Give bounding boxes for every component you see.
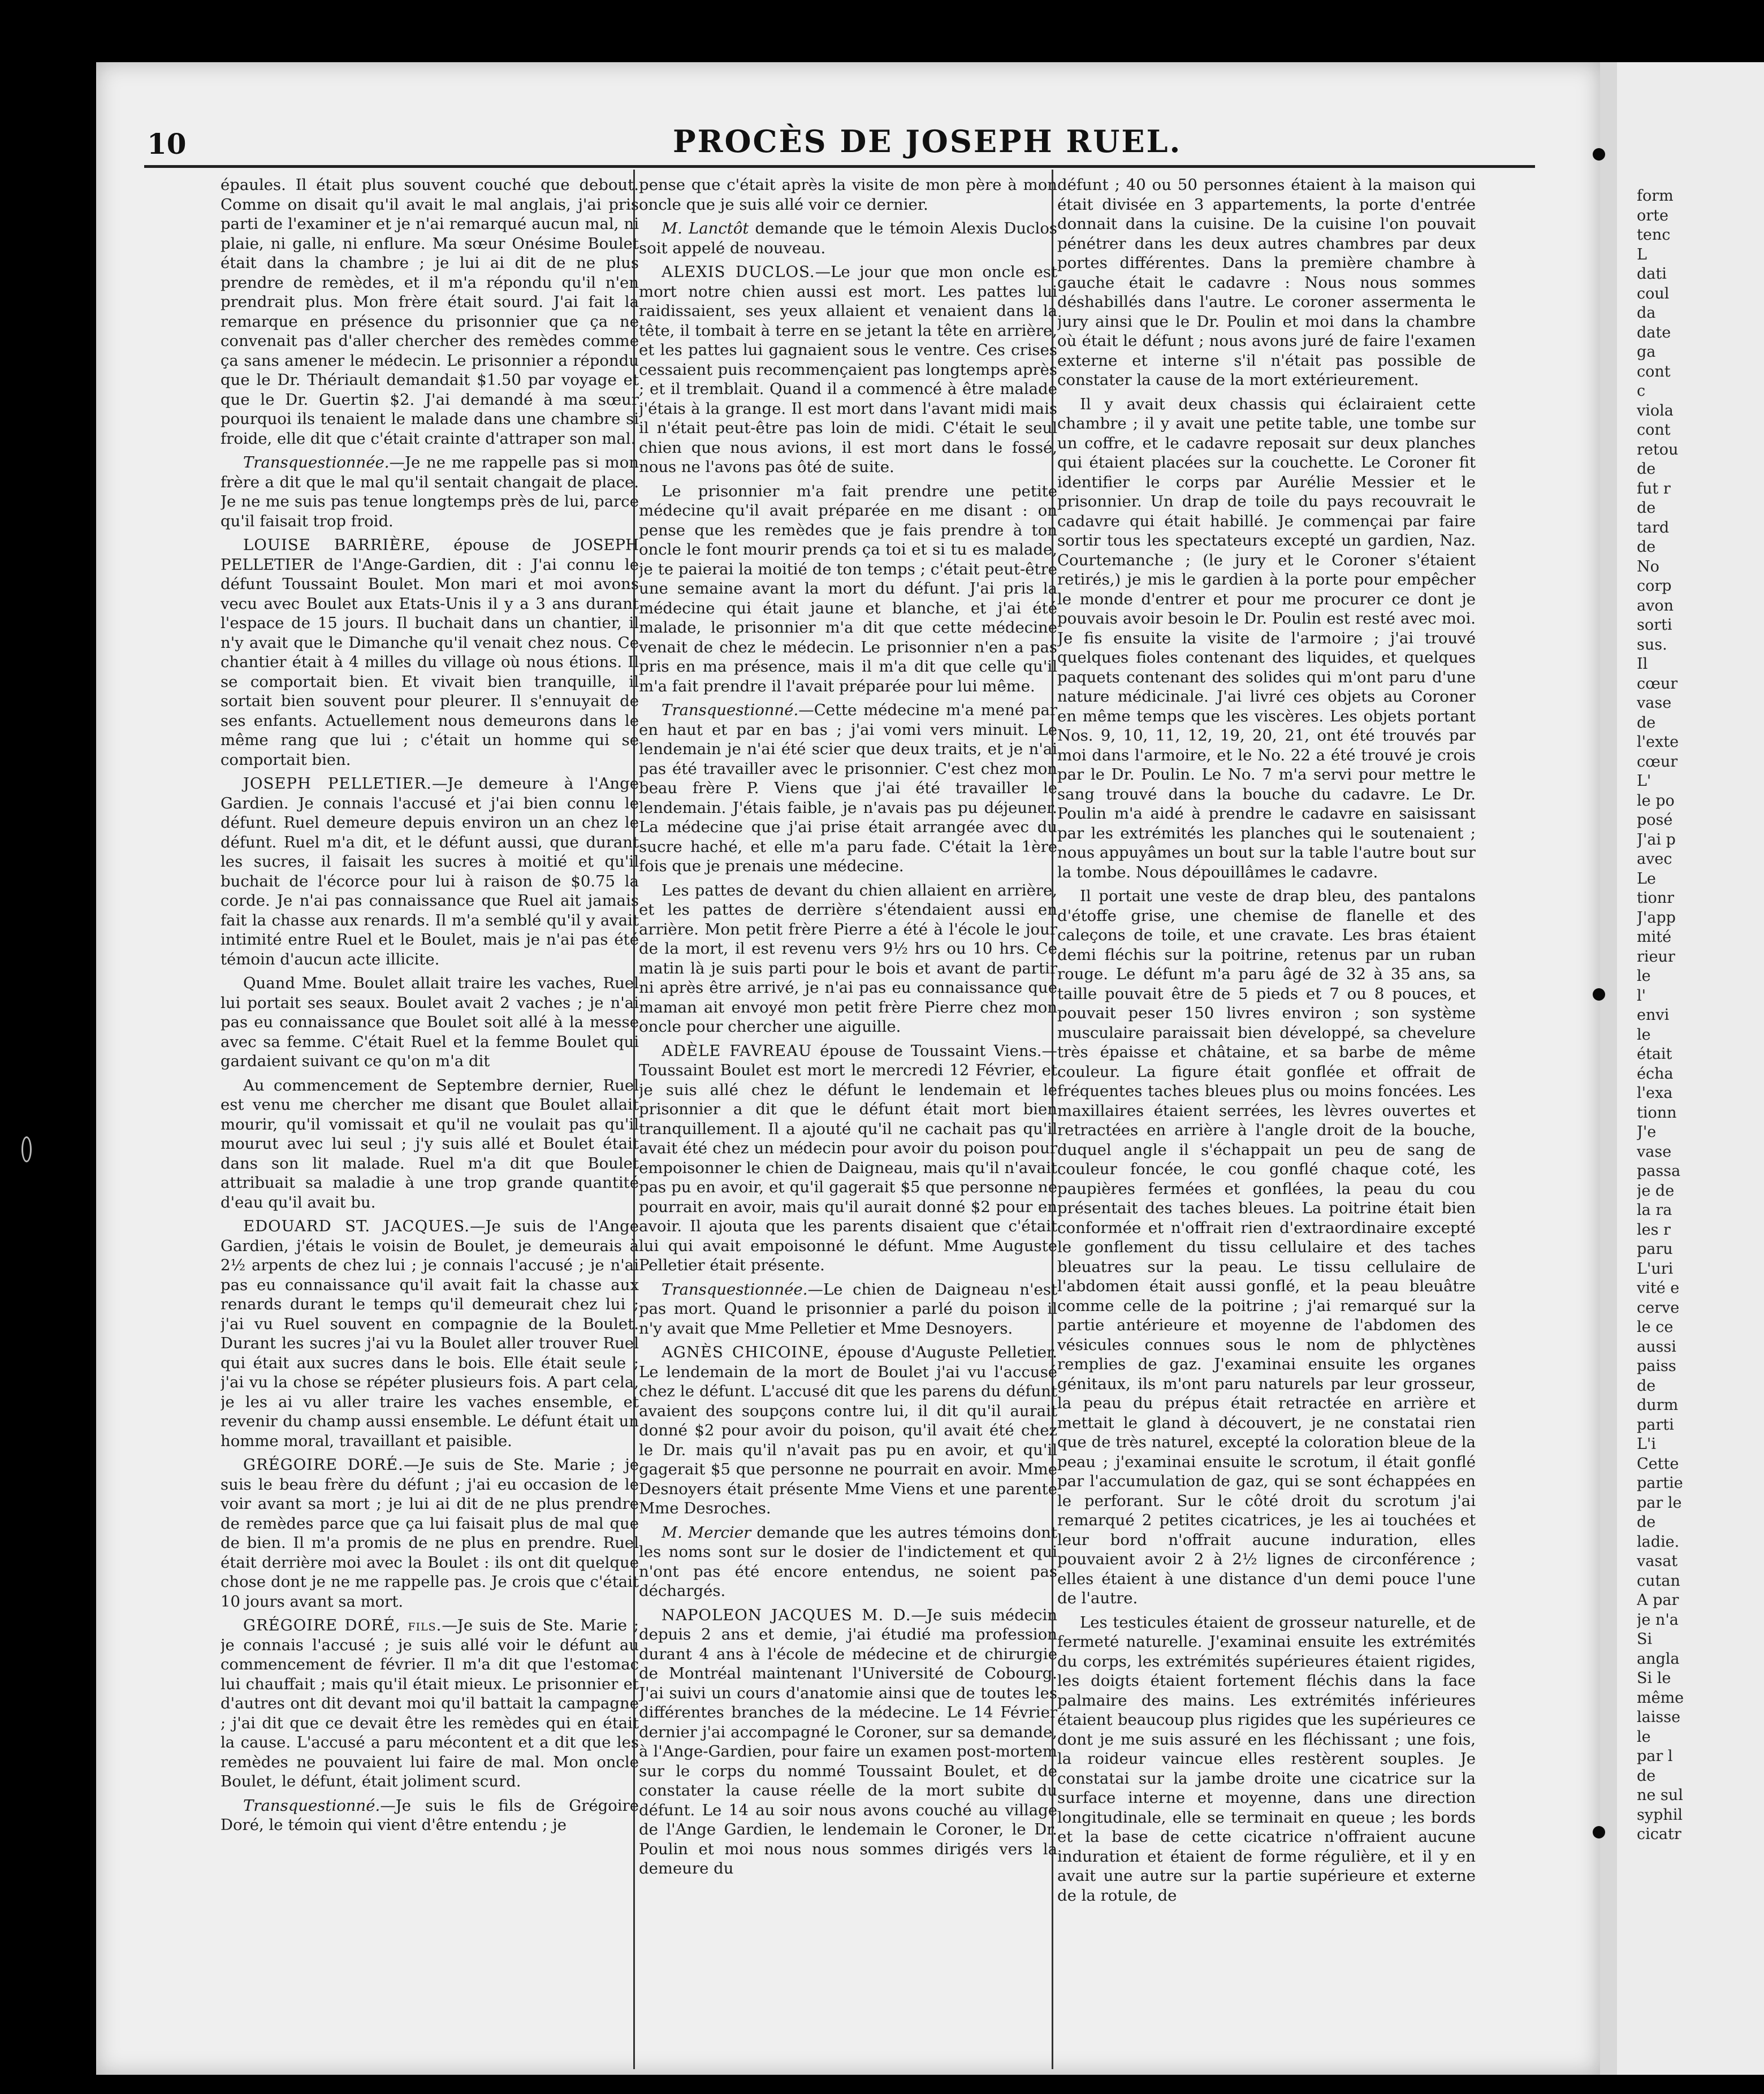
margin-mark	[21, 1136, 32, 1162]
witness-name: NAPOLEON JACQUES M. D.	[662, 1606, 911, 1624]
facing-page-fragment: l'exa	[1637, 1084, 1673, 1102]
facing-page-fragment: ladie.	[1637, 1533, 1680, 1551]
italic-lead: M. Lanctôt	[662, 219, 749, 237]
facing-page-fragment: paiss	[1637, 1357, 1676, 1375]
italic-lead: Transquestionné.	[662, 701, 799, 719]
facing-page-fragment: aussi	[1637, 1338, 1676, 1356]
witness-name: EDOUARD ST. JACQUES.	[243, 1217, 470, 1235]
facing-page-fragment: cœur	[1637, 752, 1678, 771]
witness-name: GRÉGOIRE DORÉ, fils.	[243, 1616, 442, 1634]
article-paragraph	[639, 482, 1057, 696]
article-paragraph	[639, 1343, 1057, 1518]
article-paragraph	[220, 1796, 639, 1835]
witness-name: GRÉGOIRE DORÉ.	[243, 1456, 404, 1474]
facing-page-fragment: c	[1637, 382, 1646, 400]
facing-page-fragment: orte	[1637, 206, 1668, 224]
article-paragraph	[1057, 395, 1476, 882]
facing-page-fragment: ne sul	[1637, 1786, 1683, 1804]
facing-page-fragment: sus.	[1637, 635, 1667, 654]
facing-page-fragment: le	[1637, 1026, 1651, 1044]
facing-page-fragment: dati	[1637, 265, 1667, 283]
facing-page-fragment: durm	[1637, 1396, 1679, 1414]
facing-page-fragment: de	[1637, 1767, 1656, 1785]
paragraph-text: —Je suis médecin depuis 2 ans et demie, j'ai étudié ma profession durant 4 ans à l'école de médecine et de chirurgie de Montréal maintenant l'Université de Cobourg. J'ai suivi un cours d'anatomie ainsi que de toutes les différentes branches de la médecine. Le 14 Février dernier j'ai accompagné le Coroner, sur sa demande, à l'Ange-Gardien, pour faire un examen post-mortem sur le corps du nommé Toussaint Boulet, et de constater la cause réelle de la mort subite du défunt. Le 14 au soir nous avons couché au village de l'Ange Gardien, le lendemain le Coroner, le Dr. Poulin et moi nous nous sommes dirigés vers la demeure du	[639, 1606, 1057, 1877]
facing-page-fragment: le	[1637, 1728, 1651, 1746]
header-rule	[144, 165, 1535, 168]
facing-page-fragment: avon	[1637, 596, 1674, 615]
article-paragraph	[220, 1616, 639, 1792]
facing-page-fragment: cont	[1637, 362, 1671, 380]
facing-page-fragment: parti	[1637, 1416, 1674, 1434]
witness-name: ALEXIS DUCLOS.	[662, 263, 815, 281]
facing-page-fragment: Le	[1637, 869, 1656, 888]
article-paragraph	[1057, 886, 1476, 1608]
italic-lead: Transquestionnée.	[662, 1280, 808, 1299]
italic-lead: M. Mercier	[662, 1523, 751, 1542]
witness-name: ADÈLE FAVREAU	[662, 1041, 812, 1060]
facing-page-fragment: mité	[1637, 928, 1672, 946]
paragraph-text: demande que les autres témoins dont les noms sont sur le dosier de l'indictement et qui n'ont pas été encore entendus, ne soient pas déchargés.	[639, 1523, 1057, 1600]
facing-page-fragment: la ra	[1637, 1201, 1672, 1219]
page-number: 10	[147, 127, 187, 161]
facing-page-fragment: tionn	[1637, 1104, 1677, 1122]
facing-page-fragment: de	[1637, 499, 1656, 517]
facing-page-fragment: L'i	[1637, 1435, 1656, 1453]
article-paragraph	[220, 974, 639, 1071]
facing-page-fragment: viola	[1637, 401, 1674, 419]
facing-page-fragment: corp	[1637, 577, 1672, 595]
paragraph-text: épouse de Toussaint Viens.—Toussaint Boulet est mort le mercredi 12 Février, et je suis allé chez le défunt le lendemain et le prisonnier a dit que le défunt était mort bien tranquillement. Il a ajouté qu'il ne cachait pas qu'il avait été chez un médecin pour avoir du poison pour empoisonner le chien de Daigneau, mais qu'il n'avait pas pu en avoir, et qu'il gagerait $5 que personne ne pourrait en avoir, mais qu'il aurait donné $2 pour en avoir. Il ajouta que les parents disaient que c'était lui qui avait empoisonné le défunt. Mme Auguste Pelletier était présente.	[639, 1041, 1057, 1274]
facing-page-fragment: J'app	[1637, 908, 1676, 927]
facing-page-fragment: L'	[1637, 772, 1651, 790]
facing-page-fragment: cicatr	[1637, 1825, 1681, 1843]
facing-page-fragment: Il	[1637, 655, 1648, 673]
paragraph-text: épouse d'Auguste Pelletier. Le lendemain de la mort de Boulet j'ai vu l'accusé chez le défunt. L'accusé dit que les parens du défunt avaient des soupçons contre lui, il dit qu'il aurait donné $2 pour avoir du poison, qu'il avait été chez le Dr. mais qu'il n'avait pas pu en avoir, et qu'il gagerait $5 que personne ne pourrait en avoir. Mme Desnoyers était présente Mme Viens et une parente Mme Desroches.	[639, 1343, 1057, 1517]
paragraph-text: demande que le témoin Alexis Duclos soit appelé de nouveau.	[639, 219, 1057, 257]
witness-name: JOSEPH PELLETIER.	[243, 775, 432, 793]
column-3	[1057, 175, 1476, 2063]
paragraph-text: Les testicules étaient de grosseur naturelle, et de fermeté naturelle. J'examinai ensuite les extrémités du corps, les extrémités supérieures étaient rigides, les doigts étaient fortement fléchis dans la face palmaire des mains. Les extrémités inférieures étaient beaucoup plus rigides que les supérieures ce dont je me suis assuré en les fléchissant ; une fois, la roideur vaincue elles restèrent souples. Je constatai sur la jambe droite une cicatrice sur la surface interne et moyenne, dans une direction longitudinale, elle se terminait en queue ; les bords et la base de cette cicatrice n'offraient aucune induration et étaient de forme régulière, et il y en avait une autre sur la partie supérieure et externe de la rotule, de	[1057, 1613, 1476, 1905]
article-paragraph	[220, 1076, 639, 1213]
facing-page-fragment: J'ai p	[1637, 830, 1676, 849]
article-paragraph	[220, 1217, 639, 1451]
italic-lead: Transquestionné.	[243, 1796, 381, 1815]
facing-page-fragment: da	[1637, 304, 1656, 322]
article-paragraph	[1057, 1613, 1476, 1906]
article-paragraph	[639, 1523, 1057, 1601]
article-paragraph	[220, 535, 639, 769]
article-paragraph	[220, 1455, 639, 1611]
facing-page-fragment: fut r	[1637, 479, 1671, 497]
facing-page-fragment: même	[1637, 1689, 1684, 1707]
facing-page-fragment: je n'a	[1637, 1611, 1679, 1629]
paragraph-text: Le prisonnier m'a fait prendre une petite médecine qu'il avait préparée en me disant : on pense que les remèdes que je fais prendre à ton oncle le font mourir prends ça toi et si tu es malade, je te paierai la moitié de ton temps ; c'était peut-être une semaine avant la mort du défunt. J'ai pris la médecine qui était jaune et blanche, et j'ai été malade, le prisonnier m'a dit que cette médecine venait de chez le médecin. Le prisonnier n'en a pas pris en ma présence, mais il m'a dit que celle qu'il m'a fait prendre il l'avait préparée pour lui même.	[639, 482, 1057, 695]
article-paragraph	[639, 1041, 1057, 1275]
page-gutter	[1600, 62, 1617, 2075]
paragraph-text: Il y avait deux chassis qui éclairaient cette chambre ; il y avait une petite table, une tombe sur un coffre, et le cadavre reposait sur deux planches qui étaient placées sur la couchette. Le Coroner fit identifier le corps par Aurélie Messier et le prisonnier. Un drap de toile du pays recouvrait le cadavre qui était habillé. Je commençai par faire sortir tous les spectateurs excepté un gardien, Naz. Courtemanche ; (le jury et le Coroner s'étaient retirés,) je mis le gardien à la porte pour empêcher le monde d'entrer et pour me procurer ce dont je pouvais avoir besoin le Dr. Poulin est resté avec moi. Je fis ensuite la visite de l'armoire ; j'ai trouvé quelques fioles contenant des liquides, et quelques paquets contenant des solides qui m'ont paru d'une nature médicinale. J'ai livré ces objets au Coroner en même temps que les viscères. Les objets portant Nos. 9, 10, 11, 12, 19, 20, 21, ont été trouvés par moi dans l'armoire, et le No. 22 a été trouvé je crois par le Dr. Poulin. Le No. 7 m'a servi pour mettre le sang trouvé dans la bouche du cadavre. Le Dr. Poulin m'a aidé à prendre le cadavre en saisissant par les extrémités les planches qui le soutenaient ; nous appuyâmes un bout sur la table l'autre bout sur la tombe. Nous dépouillâmes le cadavre.	[1057, 395, 1476, 881]
article-paragraph	[639, 1606, 1057, 1879]
facing-page-fragment: l'	[1637, 987, 1646, 1005]
witness-name: LOUISE BARRIÈRE,	[243, 536, 431, 554]
facing-page-fragment: retou	[1637, 440, 1679, 458]
facing-page-fragment: de	[1637, 713, 1656, 732]
facing-page-fragment: de	[1637, 1377, 1656, 1395]
facing-page-fragment: cœur	[1637, 674, 1678, 693]
facing-page-fragment: paru	[1637, 1240, 1673, 1258]
facing-page-fragment: passa	[1637, 1162, 1681, 1180]
article-paragraph	[220, 453, 639, 531]
column-2	[639, 175, 1057, 2063]
facing-page-fragment: L	[1637, 245, 1647, 263]
article-paragraph	[639, 1280, 1057, 1339]
facing-page-fragment: laisse	[1637, 1708, 1681, 1726]
punch-hole	[1593, 148, 1605, 161]
facing-page-fragment: par le	[1637, 1494, 1682, 1512]
paragraph-text: —Cette médecine m'a mené par en haut et par en bas ; j'ai vomi vers minuit. Le lendemain je n'ai été scier que deux traits, et je n'ai pas été travailler avec le prisonnier. C'est chez mon beau frère P. Viens que j'ai été travailler le lendemain. J'étais faible, je n'avais pas pu déjeuner. La médecine que j'ai prise était arrangée avec du sucre haché, et elle m'a paru fade. C'était la 1ère fois que je prenais une médecine.	[639, 701, 1057, 875]
facing-page-fragment: date	[1637, 323, 1671, 341]
facing-page-fragment: ga	[1637, 343, 1656, 361]
punch-hole	[1593, 1826, 1605, 1838]
facing-page-fragment: A par	[1637, 1591, 1679, 1609]
facing-page-fragment: tionr	[1637, 889, 1675, 907]
witness-name: AGNÈS CHICOINE,	[662, 1343, 830, 1361]
facing-page-fragment: coul	[1637, 284, 1670, 302]
facing-page-fragment: Si le	[1637, 1669, 1671, 1687]
facing-page-fragment: angla	[1637, 1650, 1680, 1668]
facing-page-fragment: Cette	[1637, 1455, 1679, 1473]
facing-page-fragment: vase	[1637, 1143, 1672, 1161]
article-paragraph	[220, 774, 639, 969]
facing-page-fragment: je de	[1637, 1182, 1675, 1200]
paragraph-text: Les pattes de devant du chien allaient en arrière, et les pattes de derrière s'étendaient aussi en arrière. Mon petit frère Pierre a été à l'école le jour de la mort, il est revenu vers 9½ hrs ou 10 hrs. Ce matin là je suis parti pour le bois et avant de partir ni après être arrivé, je n'ai pas eu connaissance que maman ait envoyé mon petit frère Pierre chez mon oncle pour chercher une aiguille.	[639, 881, 1057, 1036]
facing-page-fragment: partie	[1637, 1474, 1683, 1492]
paragraph-text: —Je ne me rappelle pas si mon frère a dit que le mal qu'il sentait changait de place. Je ne me suis pas tenue longtemps près de lui, parce qu'il faisait trop froid.	[220, 453, 639, 530]
facing-page-fragment: l'exte	[1637, 733, 1679, 751]
facing-page-fragment: rieur	[1637, 948, 1675, 966]
facing-page-text	[1637, 187, 1761, 2075]
column-1	[220, 175, 639, 2063]
facing-page-fragment: syphil	[1637, 1806, 1683, 1824]
facing-page-fragment: de	[1637, 460, 1656, 478]
facing-page-fragment: écha	[1637, 1065, 1674, 1083]
article-paragraph	[220, 175, 639, 448]
italic-lead: Transquestionnée.	[243, 453, 390, 471]
punch-hole	[1593, 988, 1605, 1001]
facing-page-fragment: vasat	[1637, 1552, 1678, 1570]
facing-page-fragment: le	[1637, 967, 1651, 985]
facing-page-fragment: No	[1637, 557, 1659, 576]
facing-page-fragment: envi	[1637, 1006, 1670, 1024]
facing-page-fragment: L'uri	[1637, 1260, 1674, 1278]
paragraph-text: —Je suis de Ste. Marie ; je suis le beau frère du défunt ; j'ai eu occasion de le voir avant sa mort ; je lui ai dit de ne plus prendre de remèdes parce que ça lui faisait plus de mal que de bien. Il m'a promis de ne plus en prendre. Ruel était derrière moi avec la Boulet : ils ont dit quelque chose dont je ne me rappelle pas. Je crois que c'était 10 jours avant sa mort.	[220, 1456, 639, 1611]
facing-page-fragment: vité e	[1637, 1279, 1680, 1297]
facing-page-fragment: cutan	[1637, 1572, 1680, 1590]
article-paragraph	[639, 700, 1057, 876]
paragraph-text: Il portait une veste de drap bleu, des pantalons d'étoffe grise, une chemise de flanelle et des caleçons de toile, et une cravate. Les bras étaient demi fléchis sur la poitrine, retenus par un ruban rouge. Le défunt m'a paru âgé de 32 à 35 ans, sa taille pouvait être de 5 pieds et 7 ou 8 pouces, et pouvait peser 150 livres environ ; son système musculaire paraissait bien développé, sa chevelure très épaisse et châtaine, et sa barbe de même couleur. La figure était gonflée et offrait de fréquentes taches bleues plus ou moins foncées. Les maxillaires étaient serrées, les lèvres ouvertes et retractées en arrière à l'angle droit de la bouche, duquel angle il s'échappait un peu de sang de couleur foncée, le cou gonflé chaque coté, les paupières fermées et gonflées, la peau du cou présentait des taches bleues. La poitrine était bien conformée et n'offrait rien d'extraordinaire excepté le gonflement du tissu cellulaire et des taches bleuatres sur la peau. Le tissu cellulaire de l'abdomen était aussi gonflé, et la peau bleuâtre comme celle de la poitrine ; j'ai remarqué sur la partie antérieure et moyenne de l'abdomen des vésicules connues sous le nom de phlyctènes remplies de gaz. J'examinai ensuite les organes génitaux, ils m'ont paru naturels par leur grosseur, la peau du prépus était retractée en arrière et mettait le gland à découvert, je ne constatai rien que de très naturel, excepté la coloration bleue de la peau ; j'examinai ensuite le scrotum, il était gonflé par l'accumulation de gaz, qui se sont échappées en le perforant. Sur le côté droit du scrotum j'ai remarqué 2 petites cicatrices, je les ai touchées et leur bord n'offrait aucune induration, elles pouvaient avoir 2 à 2½ lignes de circonférence ; elles étaient à une distance d'un demi pouce l'une de l'autre.	[1057, 887, 1476, 1607]
facing-page-fragment: sorti	[1637, 616, 1672, 634]
facing-page-fragment: J'e	[1637, 1123, 1657, 1141]
paragraph-text: —Je suis de l'Ange Gardien, j'étais le voisin de Boulet, je demeurais à 2½ arpents de chez lui ; je connais l'accusé ; je n'ai pas eu connaissance qu'il avait fait la chasse aux renards durant le temps qu'il demeurait chez lui ; j'ai vu Ruel souvent en compagnie de la Boulet. Durant les sucres j'ai vu la Boulet aller trouver Ruel qui était aux sucres dans le bois. Elle était seule ; j'ai vu la chose se répéter plusieurs fois. A part cela, je les ai vu aller traire les vaches ensemble, et revenir du champ aussi ensemble. Le défunt était un homme moral, travaillant et paisible.	[220, 1217, 639, 1450]
paragraph-text: —Je suis de Ste. Marie ; je connais l'accusé ; je suis allé voir le défunt au commencement de février. Il m'a dit que l'estomac lui chauffait ; mais qu'il était mieux. Le prisonnier et d'autres ont dit devant moi qu'il battait la campagne ; j'ai dit que ce devait être les remèdes qui en était la cause. L'accusé a paru mécontent et a dit que les remèdes ne pouvaient lui faire de mal. Mon oncle Boulet, le défunt, était joliment scurd.	[220, 1616, 639, 1790]
facing-page-fragment: le ce	[1637, 1318, 1674, 1336]
article-paragraph	[639, 175, 1057, 214]
paragraph-text: —Le jour que mon oncle est mort notre chien aussi est mort. Les pattes lui raidissaient, ses yeux allaient et venaient dans la tête, il tombait à terre en se jetant la tête en arrière, et les pattes lui gagnaient sous le ventre. Ces crises cessaient puis recommençaient pas longtemps après ; et il tremblait. Quand il a commencé à être malade j'étais à la grange. Il est mort dans l'avant midi mais il n'était peut-être pas loin de midi. C'était le seul chien que nous avions, il est mort dans le fossé, nous ne l'avons pas ôté de suite.	[639, 263, 1057, 476]
paragraph-text: Quand Mme. Boulet allait traire les vaches, Ruel lui portait ses seaux. Boulet avait 2 vaches ; je n'ai pas eu connaissance que Boulet soit allé à la messe avec sa femme. C'était Ruel et la femme Boulet qui gardaient suivant ce qu'on m'a dit	[220, 974, 639, 1070]
running-title: PROCÈS DE JOSEPH RUEL.	[673, 123, 1182, 159]
facing-page-fragment: de	[1637, 1513, 1656, 1531]
facing-page-fragment: cont	[1637, 421, 1671, 439]
paragraph-text: pense que c'était après la visite de mon père à mon oncle que je suis allé voir ce dernier.	[639, 176, 1057, 214]
facing-page-fragment: était	[1637, 1045, 1672, 1063]
paragraph-text: Au commencement de Septembre dernier, Ruel est venu me chercher me disant que Boulet allait mourir, qu'il vomissait et qu'il ne voulait pas qu'il mourut avec lui seul ; j'y suis allé et Boulet était dans son lit malade. Ruel m'a dit que Boulet attribuait sa maladie à une trop grande quantité d'eau qu'il avait bu.	[220, 1076, 639, 1212]
article-paragraph	[1057, 175, 1476, 390]
paragraph-text: défunt ; 40 ou 50 personnes étaient à la maison qui était divisée en 3 appartements, la porte d'entrée donnait dans la cuisine. De la cuisine l'on pouvait pénétrer dans les deux autres chambres par deux portes différentes. Dans la première chambre à gauche était le cadavre : Nous nous sommes déshabillés dans l'autre. Le coroner assermenta le jury ainsi que le Dr. Poulin et moi dans la chambre où était le défunt ; nous avons juré de faire l'examen externe et interne s'il n'était pas possible de constater la cause de la mort extérieurement.	[1057, 176, 1476, 389]
facing-page-fragment: tenc	[1637, 226, 1671, 244]
article-paragraph	[639, 881, 1057, 1037]
facing-page-fragment: Si	[1637, 1630, 1653, 1648]
facing-page-fragment: vase	[1637, 694, 1672, 712]
facing-page-fragment: form	[1637, 187, 1674, 205]
article-paragraph	[639, 262, 1057, 477]
paragraph-text: —Le chien de Daigneau n'est pas mort. Quand le prisonnier a parlé du poison il n'y avait que Mme Pelletier et Mme Desnoyers.	[639, 1280, 1057, 1338]
paragraph-text: —Je suis le fils de Grégoire Doré, le témoin qui vient d'être entendu ; je	[220, 1796, 639, 1834]
article-paragraph	[639, 219, 1057, 258]
facing-page-fragment: par l	[1637, 1747, 1673, 1765]
facing-page-fragment: les r	[1637, 1221, 1671, 1239]
paragraph-text: —Je demeure à l'Ange Gardien. Je connais l'accusé et j'ai bien connu le défunt. Ruel demeure depuis environ un an chez le défunt. Ruel m'a dit, et le défunt aussi, que durant les sucres, il faisait les sucres à moitié et qu'il buchait de l'écorce pour lui à raison de $0.75 la corde. Je n'ai pas connaissance que Ruel ait jamais fait la chasse aux renards. Il m'a semblé qu'il y avait intimité entre Ruel et le Boulet, mais je n'ai pas été témoin d'aucun acte illicite.	[220, 775, 639, 968]
facing-page-fragment: le po	[1637, 791, 1675, 810]
facing-page-fragment: posé	[1637, 811, 1673, 829]
facing-page-fragment: de	[1637, 538, 1656, 556]
facing-page-fragment: avec	[1637, 850, 1672, 868]
facing-page-fragment: cerve	[1637, 1299, 1680, 1317]
paragraph-text: épaules. Il était plus souvent couché que debout. Comme on disait qu'il avait le mal anglais, j'ai pris parti de l'examiner et je n'ai remarqué aucun mal, ni plaie, ni galle, ni enflure. Ma sœur Onésime Boulet était dans la chambre ; je lui ai dit de ne plus prendre de remèdes, et il m'a répondu qu'il n'en prendrait plus. Mon frère était sourd. J'ai fait la remarque en présence du prisonnier que ça ne convenait pas d'aller chercher des remèdes comme ça sans amener le médecin. Le prisonnier a répondu que le Dr. Thériault demandait $1.50 par voyage et que le Dr. Guertin $2. J'ai demandé à ma sœur pourquoi ils tenaient le malade dans une chambre si froide, elle dit que c'était crainte d'attraper son mal.	[220, 176, 639, 448]
facing-page-fragment: tard	[1637, 518, 1670, 537]
paragraph-text: épouse de JOSEPH PELLETIER de l'Ange-Gardien, dit : J'ai connu le défunt Toussaint Boulet. Mon mari et moi avons vecu avec Boulet aux Etats-Unis il y a 3 ans durant l'espace de 15 jours. Il buchait dans un chantier, il n'y avait que le Dimanche qu'il venait chez nous. Ce chantier était à 4 milles du village où nous étions. Il se comportait bien. Et vivait bien tranquille, il sortait bien souvent pour pleurer. Il s'ennuyait de ses enfants. Actuellement nous demeurons dans le même rang que lui ; c'était un homme qui se comportait bien.	[220, 536, 639, 769]
